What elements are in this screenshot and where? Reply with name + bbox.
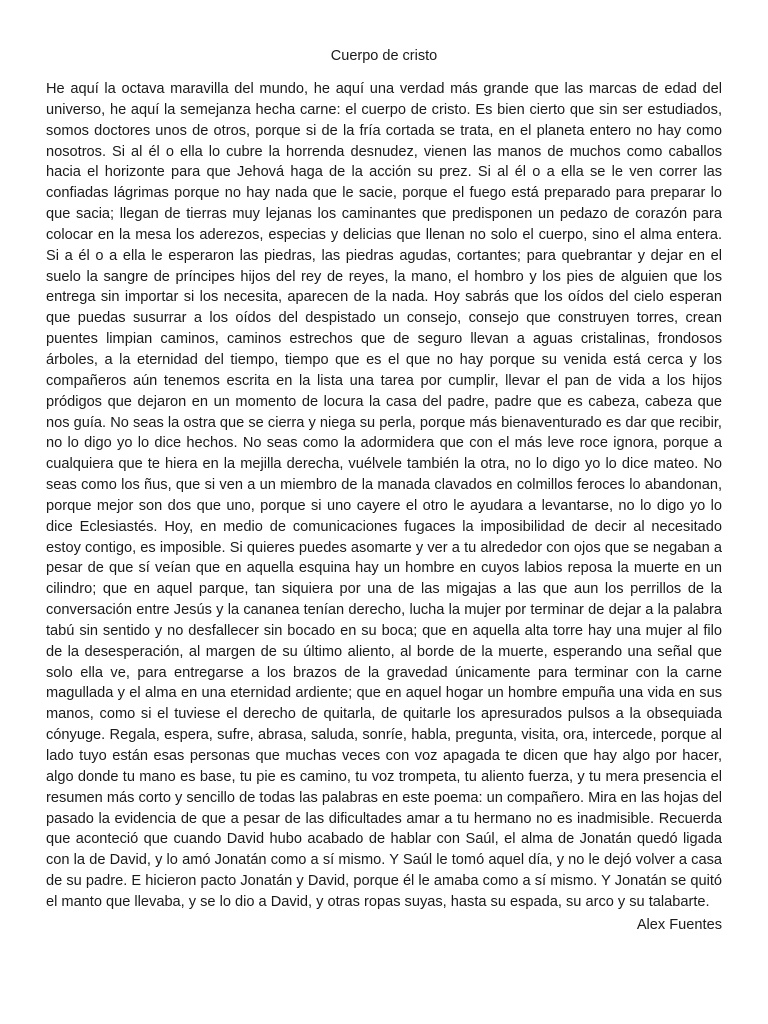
document-author: Alex Fuentes xyxy=(636,916,722,933)
document-body: He aquí la octava maravilla del mundo, he aquí una verdad más grande que las marcas de edad del universo, he aquí la semejanza hecha carne: el cuerpo de cristo. Es bien cierto que sin ser estudiados, somos doctores unos de otros, porque si de la fría cortada se trata, en el planeta entero no hay como nosotros. Si al él o ella lo cubre la horrenda desnudez, vienen las manos de muchos como caballos hacia el horizonte para que Jehová haga de la acción su prez. Si al él o a ella se le ven correr las confiadas lágrimas porque no hay nada que le sacie, porque el fuego está preparado para preparar lo que sacia; llegan de tierras muy lejanas los caminantes que predisponen un pedazo de corazón para colocar en la mesa los aderezos, especias y delicias que llenan no solo el cuerpo, sino el alma entera. Si a él o a ella le esperaron las piedras, las piedras agudas, cortantes; para quebrantar y dejar en el suelo la sangre de príncipes hijos del rey de reyes, la mano, el hombro y los pies de alguien que los entrega sin importar si los necesita, aparecen de la nada. Hoy sabrás que los oídos del cielo esperan que puedas susurrar a los oídos del despistado un consejo, consejo que construyen torres, crean puentes limpian caminos, caminos estrechos que de seguro llevan a aguas cristalinas, frondosos árboles, a la eternidad del tiempo, tiempo que es el que no hay porque su venida está cerca y los compañeros aún tenemos escrita en la lista una tarea por cumplir, llevar el pan de vida a los hijos pródigos que dejaron en un momento de locura la casa del padre, padre que es cabeza, cabeza que nos guía. No seas la ostra que se cierra y niega su perla, porque más bienaventurado es dar que recibir, no lo digo yo lo dice hechos. No seas como la adormidera que con el más leve roce ignora, porque a cualquiera que te hiera en la mejilla derecha, vuélvele también la otra, no lo digo yo lo dice mateo. No seas como los ñus, que si ven a un miembro de la manada clavados en colmillos feroces lo abandonan, porque mejor son dos que uno, porque si uno cayere el otro le ayudara a levantarse, no lo digo yo lo dice Eclesiastés. Hoy, en medio de comunicaciones fugaces la imposibilidad de decir al necesitado estoy contigo, es imposible. Si quieres puedes asomarte y ver a tu alrededor con ojos que se negaban a pesar de que sí veían que en aquella esquina hay un hombre en cuyos labios reposa la muerte en un cilindro; que en aquel parque, tan siquiera por una de las migajas a las que aun los perrillos de la conversación entre Jesús y la cananea tenían derecho, lucha la mujer por terminar de dejar a la palabra tabú sin sentido y no desfallecer sin bocado en su boca; que en aquella alta torre hay una mujer al filo de la desesperación, al margen de su último aliento, al borde de la muerte, esperando una señal que solo ella ve, para entregarse a los brazos de la gravedad únicamente para terminar con la carne magullada y el alma en una eternidad ardiente; que en aquel hogar un hombre empuña una vida en sus manos, como si el tuviese el derecho de quitarla, de quitarle los apresurados pulsos a la obsequiada cónyuge. Regala, espera, sufre, abrasa, saluda, sonríe, habla, pregunta, visita, ora, intercede, porque al lado tuyo están esas personas que muchas veces con voz apagada te dicen que hay algo por hacer, algo donde tu mano es base, tu pie es camino, tu voz trompeta, tu aliento fuerza, y tu mera presencia el resumen más corto y sencillo de todas las palabras en este poema: un compañero. Mira en las hojas del pasado la evidencia de que a pesar de las dificultades amar a tu hermano no es inadmisible. Recuerda que aconteció que cuando David hubo acabado de hablar con Saúl, el alma de Jonatán quedó ligada con la de David, y lo amó Jonatán como a sí mismo. Y Saúl le tomó aquel día, y no le dejó volver a casa de su padre. E hicieron pacto Jonatán y David, porque él le amaba como a sí mismo. Y Jonatán se quitó el manto que llevaba, y se lo dio a David, y otras ropas suyas, hasta su espada, su arco y su talabarte. xyxy=(46,81,722,910)
document-page xyxy=(46,46,722,936)
document-title: Cuerpo de cristo xyxy=(330,48,438,64)
